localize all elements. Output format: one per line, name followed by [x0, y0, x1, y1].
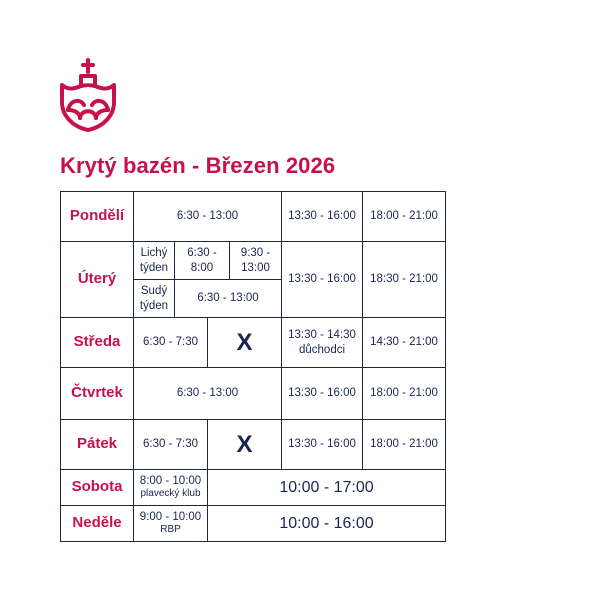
time-slot-afternoon: 13:30 - 16:00 [282, 368, 363, 420]
city-emblem-icon [56, 58, 120, 132]
row-patek [61, 420, 446, 470]
time-slot-evening: 18:30 - 21:00 [363, 242, 446, 318]
schedule-table [60, 191, 446, 542]
time-slot-public: 10:00 - 16:00 [208, 506, 446, 542]
time-slot-morning: 6:30 - 7:30 [134, 420, 208, 470]
row-nedele [61, 506, 446, 542]
time-slot-afternoon-time: 13:30 - 14:30 [288, 329, 356, 342]
time-slot-odd-2: 9:30 - 13:00 [230, 242, 282, 280]
time-slot-odd-1: 6:30 - 8:00 [175, 242, 230, 280]
time-slot-club-note: plavecký klub [140, 488, 201, 500]
odd-week-label: Lichý týden [134, 242, 175, 280]
day-label: Úterý [61, 242, 134, 318]
time-slot-evening: 18:00 - 21:00 [363, 420, 446, 470]
time-slot-afternoon: 13:30 - 16:00 [282, 192, 363, 242]
time-slot-morning: 6:30 - 13:00 [134, 368, 282, 420]
time-slot-public: 10:00 - 17:00 [208, 470, 446, 506]
page-title: Krytý bazén - Březen 2026 [60, 153, 336, 178]
time-slot-afternoon-note: důchodci [298, 343, 346, 356]
closed-mark: X [208, 318, 282, 368]
row-utery-odd [61, 242, 446, 280]
time-slot-club [134, 470, 208, 506]
row-streda [61, 318, 446, 368]
time-slot-evening: 18:00 - 21:00 [363, 368, 446, 420]
time-slot-morning: 6:30 - 7:30 [134, 318, 208, 368]
closed-mark: X [208, 420, 282, 470]
day-label: Pátek [61, 420, 134, 470]
time-slot-evening: 18:00 - 21:00 [363, 192, 446, 242]
day-label: Pondělí [61, 192, 134, 242]
row-pondeli [61, 192, 446, 242]
day-label: Sobota [61, 470, 134, 506]
time-slot-club [134, 506, 208, 542]
time-slot-afternoon: 13:30 - 16:00 [282, 420, 363, 470]
day-label: Středa [61, 318, 134, 368]
row-sobota [61, 470, 446, 506]
time-slot-even: 6:30 - 13:00 [175, 280, 282, 318]
row-ctvrtek [61, 368, 446, 420]
time-slot-evening: 14:30 - 21:00 [363, 318, 446, 368]
time-slot-club-time: 9:00 - 10:00 [139, 511, 202, 524]
day-label: Neděle [61, 506, 134, 542]
time-slot-afternoon [282, 318, 363, 368]
time-slot-club-time: 8:00 - 10:00 [139, 475, 202, 488]
day-label: Čtvrtek [61, 368, 134, 420]
time-slot-club-note: RBP [160, 524, 181, 536]
time-slot-afternoon: 13:30 - 16:00 [282, 242, 363, 318]
time-slot-morning: 6:30 - 13:00 [134, 192, 282, 242]
even-week-label: Sudý týden [134, 280, 175, 318]
